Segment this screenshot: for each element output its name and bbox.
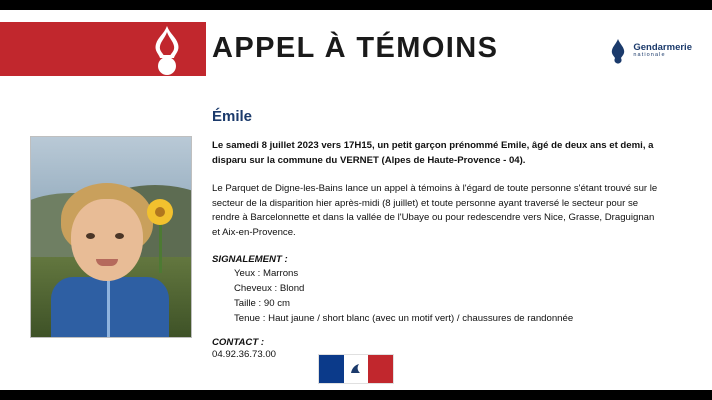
gendarmerie-logo-text: [633, 43, 692, 59]
photo-child-zipper: [107, 279, 110, 337]
photo-child-eye-left: [86, 233, 95, 239]
flag-band-white: [344, 355, 369, 383]
logo-line-1: Gendarmerie: [633, 42, 692, 54]
child-photo: [30, 136, 192, 338]
header-red-band-left: [0, 22, 128, 76]
appel-a-temoins-poster: [0, 10, 712, 390]
photo-flower-core: [155, 207, 165, 217]
logo-line-2: nationale: [633, 52, 666, 59]
list-item: Yeux : Marrons: [234, 268, 299, 280]
photo-child-body: [51, 277, 169, 338]
marianne-icon: [348, 361, 364, 377]
poster-text-column: [212, 108, 664, 360]
contact-heading: CONTACT :: [212, 336, 265, 348]
gendarmerie-logo-icon: [608, 38, 628, 64]
gendarmerie-flame-icon: [142, 24, 192, 76]
contact-phone: 04.92.36.73.00: [212, 348, 277, 360]
photo-flower-stem: [159, 217, 162, 273]
flag-band-blue: [319, 355, 344, 383]
flag-band-red: [368, 355, 393, 383]
signalement-heading: SIGNALEMENT :: [212, 254, 288, 266]
paragraph-appeal: Le Parquet de Digne-les-Bains lance un appel à témoins à l'égard de toute personne s'étant trouvé sur le secteur de la disparition hier après-midi (8 juillet) et toute personne ayant traversé le secteur pour se rendre à Barcelonnette et dans la vallée de l'Ubaye ou pour redescendre vers Nice, Grasse, Draguignan et Aix-en-Provence.: [212, 182, 658, 239]
poster-header: [0, 10, 712, 88]
list-item: Tenue : Haut jaune / short blanc (avec un motif vert) / chaussures de randonnée: [234, 312, 574, 324]
paragraph-disappearance: Le samedi 8 juillet 2023 vers 17H15, un petit garçon prénommé Emile, âgé de deux ans et demi, a disparu sur la commune du VERNET (Alpes de Haute-Provence - 04).: [212, 140, 654, 166]
gendarmerie-logo: [608, 38, 692, 64]
photo-child-eye-right: [115, 233, 124, 239]
list-item: Taille : 90 cm: [234, 297, 290, 309]
photo-child-mouth: [96, 259, 118, 266]
child-name: Émile: [212, 108, 253, 125]
list-item: Cheveux : Blond: [234, 283, 305, 295]
poster-title: APPEL À TÉMOINS: [212, 32, 499, 64]
french-republic-flag-icon: [318, 354, 394, 384]
photo-child-face: [71, 199, 143, 281]
signalement-list: [212, 267, 664, 326]
